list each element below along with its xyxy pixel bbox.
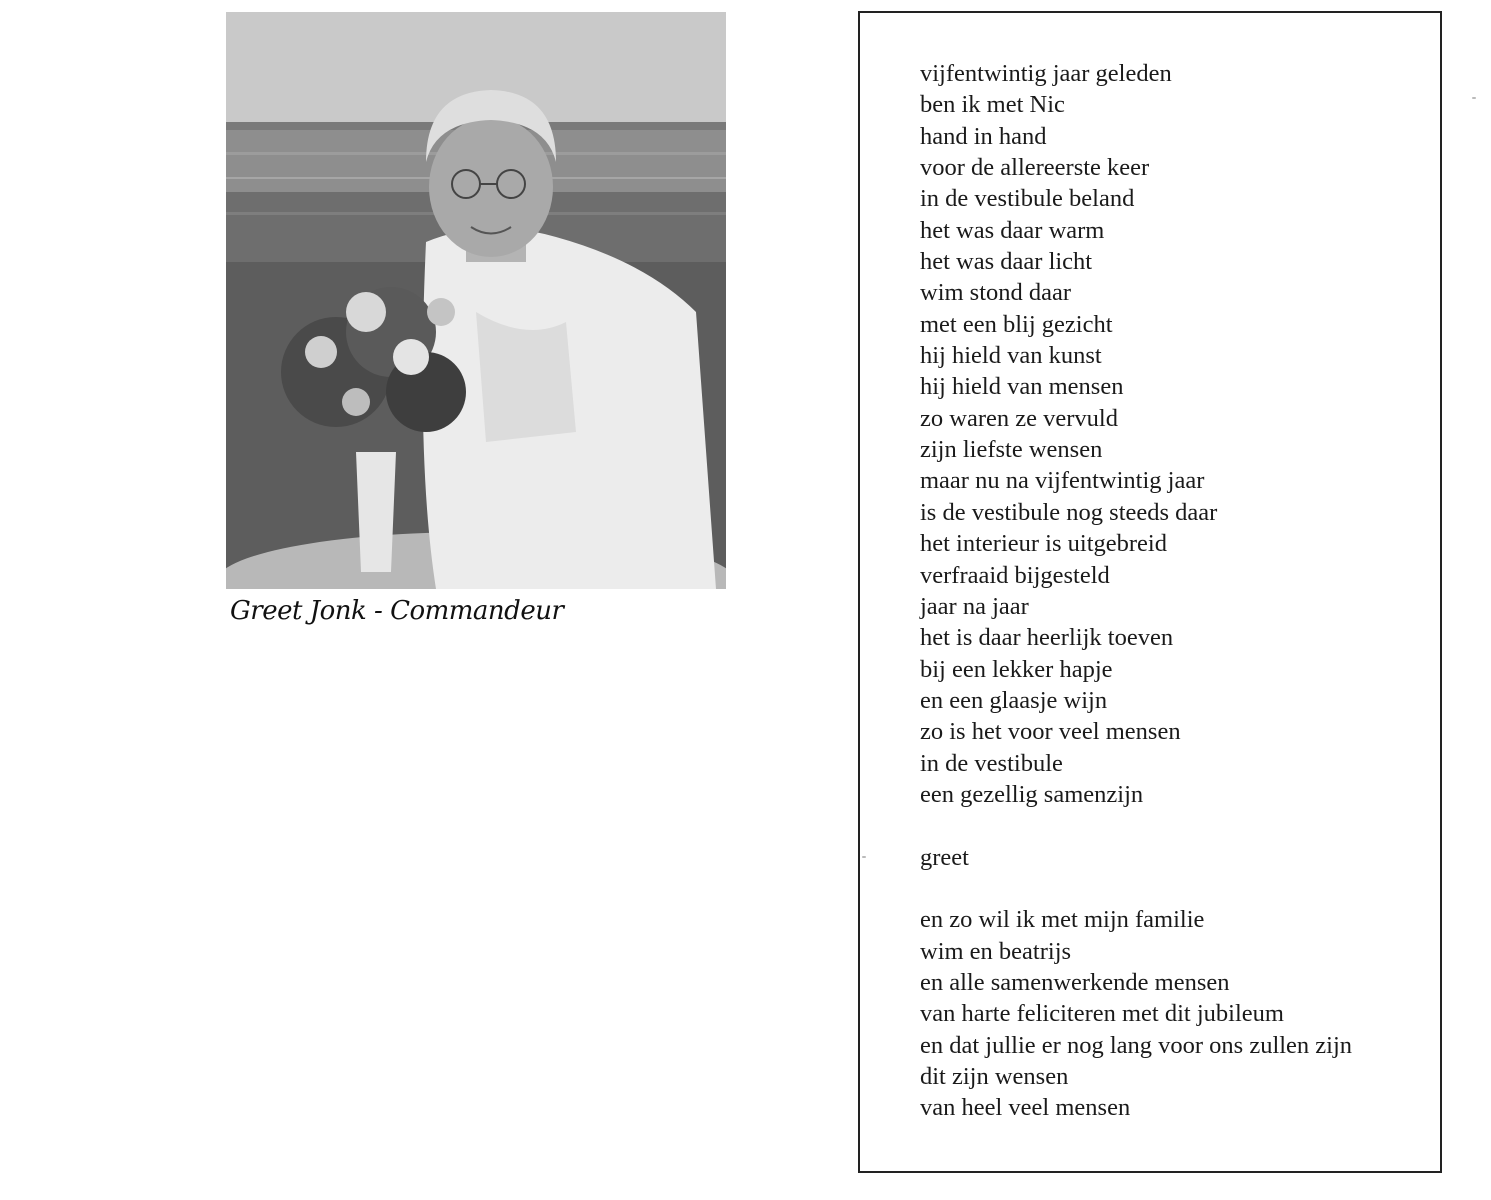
scan-speck: [1472, 97, 1476, 99]
poem-line: het was daar licht: [920, 248, 1093, 276]
poem-line: en alle samenwerkende mensen: [920, 968, 1230, 996]
poem-line: voor de allereerste keer: [920, 154, 1150, 182]
poem-line: is de vestibule nog steeds daar: [920, 498, 1218, 526]
poem-line: een gezellig samenzijn: [920, 780, 1144, 808]
poem-line: met een blij gezicht: [920, 310, 1113, 338]
poem-line: zo is het voor veel mensen: [920, 718, 1181, 746]
poem-line: wim stond daar: [920, 279, 1072, 307]
poem-line: in de vestibule: [920, 749, 1063, 777]
poem-line: bij een lekker hapje: [920, 655, 1113, 683]
poem-line: het was daar warm: [920, 216, 1105, 244]
poem-line: van heel veel mensen: [920, 1094, 1131, 1122]
stanza-gap: [920, 810, 1430, 841]
photo-caption: Greet Jonk - Commandeur: [230, 596, 564, 626]
poem-line: vijfentwintig jaar geleden: [920, 60, 1172, 87]
poem-line: het interieur is uitgebreid: [920, 530, 1167, 558]
poem-line: hij hield van mensen: [920, 373, 1124, 401]
poem-signature: greet: [920, 843, 969, 871]
poem-line: hand in hand: [920, 122, 1047, 150]
poem-line: dit zijn wensen: [920, 1063, 1069, 1090]
poem-line: van harte feliciteren met dit jubileum: [920, 1000, 1284, 1028]
poem-line: het is daar heerlijk toeven: [920, 624, 1174, 652]
stanza-gap: [920, 873, 1430, 904]
poem-line: en zo wil ik met mijn familie: [920, 906, 1205, 934]
poem-line: in de vestibule beland: [920, 185, 1135, 213]
poem-line: jaar na jaar: [920, 592, 1029, 620]
scan-speck: [862, 856, 866, 858]
portrait-illustration: [226, 12, 726, 589]
poem-line: wim en beatrijs: [920, 937, 1072, 965]
poem-card: [858, 11, 1442, 1173]
poem-text: [920, 58, 1430, 1124]
poem-line: verfraaid bijgesteld: [920, 561, 1110, 589]
poem-line: zijn liefste wensen: [920, 436, 1103, 464]
portrait-photo: [226, 12, 726, 589]
poem-line: en een glaasje wijn: [920, 686, 1108, 714]
poem-line: hij hield van kunst: [920, 342, 1102, 370]
poem-line: ben ik met Nic: [920, 91, 1065, 119]
poem-line: zo waren ze vervuld: [920, 404, 1118, 432]
poem-line: maar nu na vijfentwintig jaar: [920, 467, 1205, 495]
poem-line: en dat jullie er nog lang voor ons zullen zijn: [920, 1031, 1353, 1059]
